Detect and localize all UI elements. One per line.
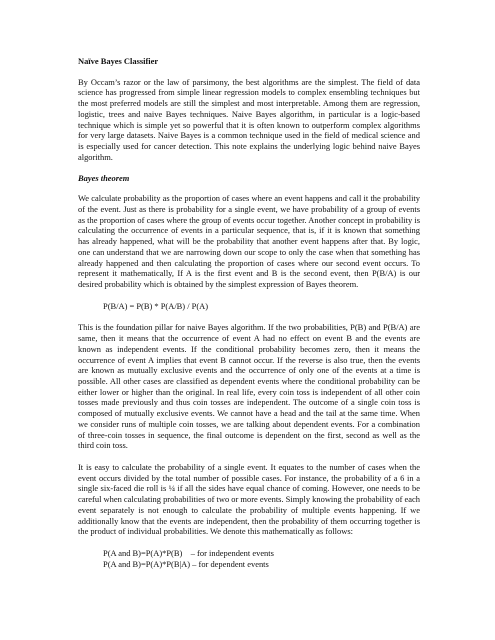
bayes-formula: P(B/A) = P(B) * P(A/B) / P(A): [103, 300, 209, 311]
intro-paragraph: By Occam’s razor or the law of parsimony, the best algorithms are the simplest. The field of data science has progressed from simple linear regression models to complex ensembling techniques but the most preferred models are still the simplest and most interpretable. Among them are regression, logistic, trees and naive Bayes techniques. Naive Bayes algorithm, in particular is a logic-based technique which is simple yet so powerful that it is often known to outperform complex algorithms for very large datasets. Naive Bayes is a common technique used in the field of medical science and is especially used for cancer detection. This note explains the underlying logic behind naive Bayes algorithm.: [78, 76, 420, 162]
independent-events-formula: P(A and B)=P(A)*P(B) – for independent events: [103, 548, 274, 559]
probability-formulas: [103, 548, 420, 569]
bayes-paragraph-3: It is easy to calculate the probability of a single event. It equates to the number of cases when the event occurs divided by the total number of possible cases. For instance, the probability of a 6 in a single six-faced die roll is ¼ if all the sides have equal chance of coming. However, one needs to be careful when calculating probabilities of two or more events. Simply knowing the probability of each event separately is not enough to calculate the probability of multiple events happening. If we additionally know that the events are independent, then the probability of them occurring together is the product of individual probabilities. We denote this mathematically as follows:: [78, 462, 420, 537]
bayes-paragraph-2: This is the foundation pillar for naive Bayes algorithm. If the two probabilities, P(B) and P(B/A) are same, then it means that the occurrence of event A had no effect on event B and the events are known as independent events. If the conditional probability becomes zero, then it means the occurrence of event A implies that event B cannot occur. If the reverse is also true, then the events are known as mutually exclusive events and the occurrence of only one of the events at a time is possible. All other cases are classified as dependent events where the conditional probability can be either lower or higher than the original. In real life, every coin toss is independent of all other coin tosses made previously and thus coin tosses are independent. The outcome of a single coin toss is composed of mutually exclusive events. We cannot have a head and the tail at the same time. When we consider runs of multiple coin tosses, we are talking about dependent events. For a combination of three-coin tosses in sequence, the final outcome is dependent on the first, second as well as the third coin toss.: [78, 322, 420, 451]
document-title: Naïve Bayes Classifier: [78, 56, 159, 66]
document-body: [78, 56, 420, 569]
section-heading: Bayes theorem: [78, 173, 130, 184]
dependent-events-formula: P(A and B)=P(A)*P(B|A) – for dependent events: [103, 558, 269, 569]
bayes-paragraph-1: We calculate probability as the proportion of cases where an event happens and call it the probability of the event. Just as there is probability for a single event, we have probability of a group of events as the proportion of cases where the group of events occur together. Another concept in probability is calculating the occurrence of events in a particular sequence, that is, if it is known that something has already happened, what will be the probability that another event happens after that. By logic, one can understand that we are narrowing down our scope to only the case when that something has already happened and then calculating the proportion of cases where our second event occurs. To represent it mathematically, If A is the first event and B is the second event, then P(B/A) is our desired probability which is obtained by the simplest expression of Bayes theorem.: [78, 193, 420, 289]
